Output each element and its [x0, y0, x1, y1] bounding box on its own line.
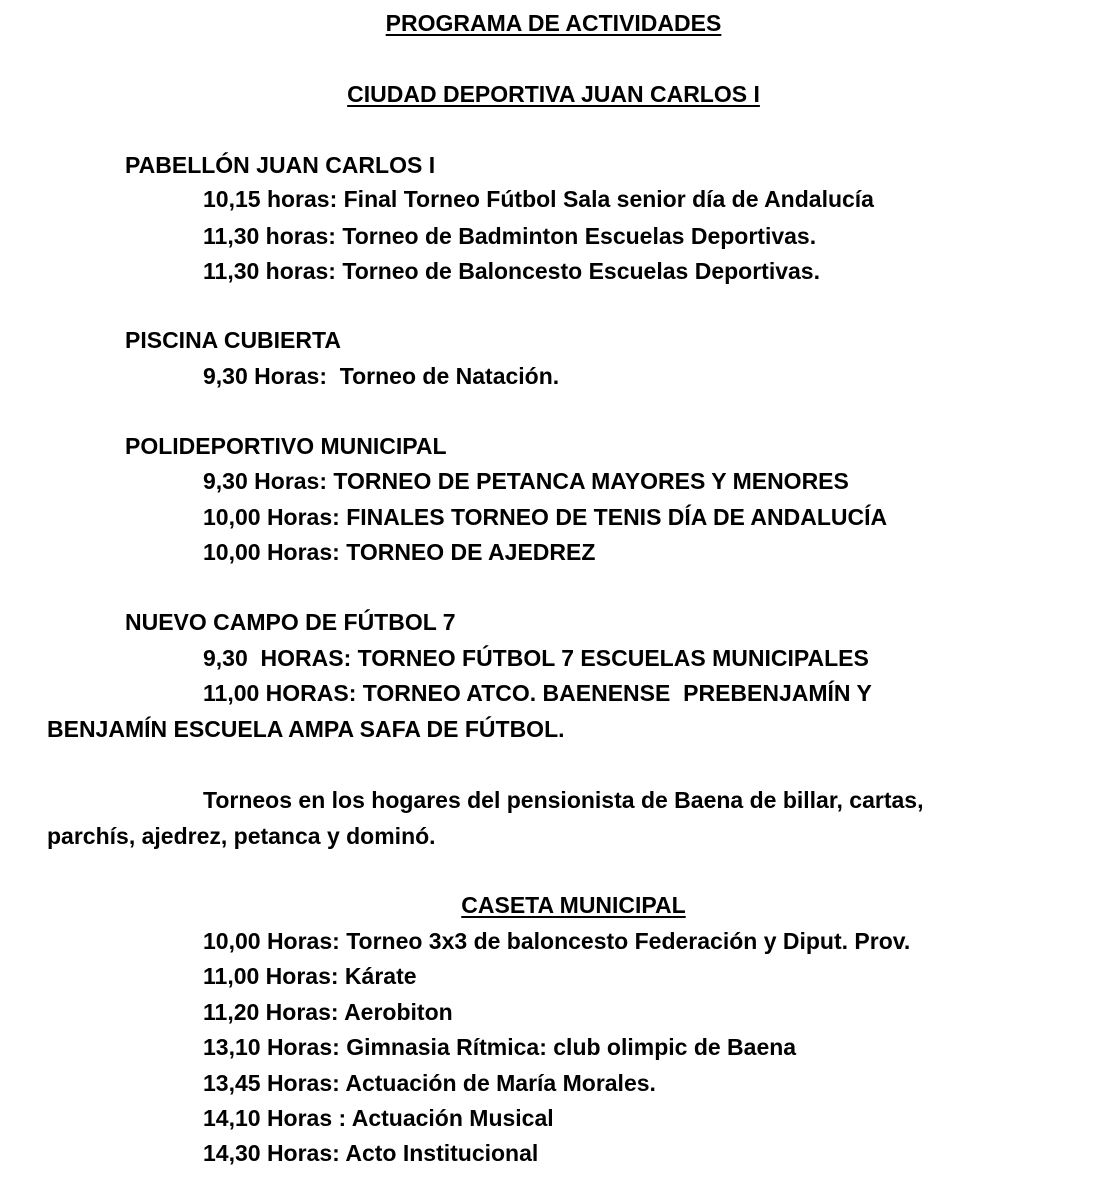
section-heading-pabellon: PABELLÓN JUAN CARLOS I	[125, 152, 436, 178]
schedule-item: 10,15 horas: Final Torneo Fútbol Sala senior día de Andalucía	[203, 186, 874, 212]
schedule-item: 11,30 horas: Torneo de Badminton Escuelas Deportivas.	[203, 223, 817, 249]
schedule-item: 10,00 Horas: TORNEO DE AJEDREZ	[203, 539, 596, 565]
schedule-item: 10,00 Horas: Torneo 3x3 de baloncesto Federación y Diput. Prov.	[203, 928, 911, 954]
section-heading-caseta: CASETA MUNICIPAL	[461, 892, 686, 918]
page-title: PROGRAMA DE ACTIVIDADES	[385, 10, 722, 36]
schedule-item: 11,20 Horas: Aerobiton	[203, 999, 453, 1025]
schedule-item: 13,45 Horas: Actuación de María Morales.	[203, 1070, 656, 1096]
schedule-item: 11,00 Horas: Kárate	[203, 963, 417, 989]
schedule-item: 9,30 HORAS: TORNEO FÚTBOL 7 ESCUELAS MUNICIPALES	[203, 645, 869, 671]
schedule-item: 9,30 Horas: Torneo de Natación.	[203, 363, 560, 389]
schedule-item: 13,10 Horas: Gimnasia Rítmica: club olimpic de Baena	[203, 1034, 797, 1060]
pensioner-note-line: Torneos en los hogares del pensionista de Baena de billar, cartas,	[203, 787, 924, 813]
section-heading-campo-futbol: NUEVO CAMPO DE FÚTBOL 7	[125, 609, 456, 635]
schedule-item: 11,30 horas: Torneo de Baloncesto Escuelas Deportivas.	[203, 258, 820, 284]
venue-title: CIUDAD DEPORTIVA JUAN CARLOS I	[347, 81, 760, 107]
schedule-item: 9,30 Horas: TORNEO DE PETANCA MAYORES Y MENORES	[203, 468, 849, 494]
schedule-item: 14,10 Horas : Actuación Musical	[203, 1105, 554, 1131]
schedule-item: 14,30 Horas: Acto Institucional	[203, 1140, 539, 1166]
section-heading-polideportivo: POLIDEPORTIVO MUNICIPAL	[125, 433, 447, 459]
pensioner-note-line: parchís, ajedrez, petanca y dominó.	[47, 823, 436, 849]
schedule-item: 10,00 Horas: FINALES TORNEO DE TENIS DÍA DE ANDALUCÍA	[203, 504, 888, 530]
section-heading-piscina: PISCINA CUBIERTA	[125, 327, 341, 353]
schedule-item-continuation: BENJAMÍN ESCUELA AMPA SAFA DE FÚTBOL.	[47, 716, 565, 742]
schedule-item: 11,00 HORAS: TORNEO ATCO. BAENENSE PREBENJAMÍN Y	[203, 680, 872, 706]
